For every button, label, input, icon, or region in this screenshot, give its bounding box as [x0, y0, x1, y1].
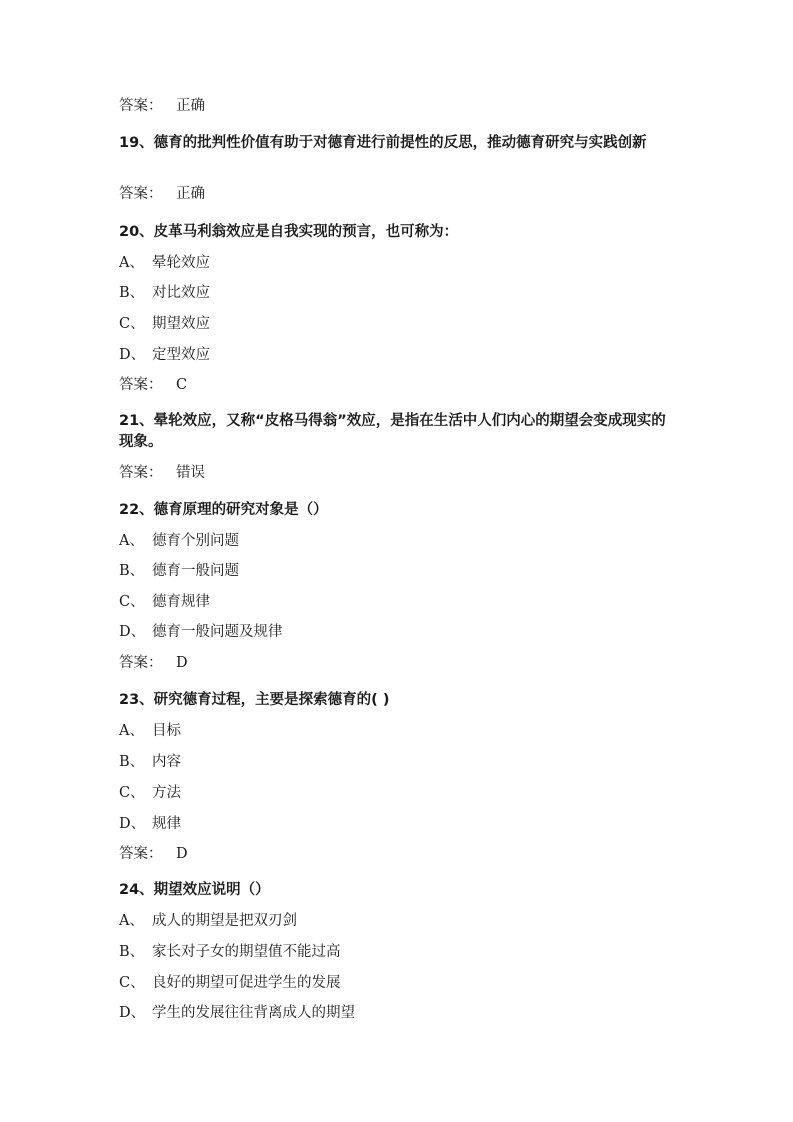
option-item [119, 314, 210, 334]
option-text: 德育一般问题 [152, 563, 239, 579]
option-text: 晕轮效应 [152, 255, 210, 271]
question-text: 20、皮革马利翁效应是自我实现的预言，也可称为： [119, 224, 459, 240]
answer-line [119, 184, 205, 204]
option-item [119, 1003, 355, 1023]
option-label: A、 [119, 913, 144, 929]
question-text: 21、晕轮效应，又称“皮格马得翁”效应，是指在生活中人们内心的期望会变成现实的现象。 [119, 413, 666, 450]
option-item [119, 752, 181, 772]
option-label: A、 [119, 533, 144, 549]
option-text: 德育规律 [152, 594, 210, 610]
option-text: 目标 [152, 723, 181, 739]
answer-value: 错误 [176, 465, 205, 481]
answer-value: 正确 [176, 186, 205, 202]
question-text: 19、德育的批判性价值有助于对德育进行前提性的反思，推动德育研究与实践创新 [119, 135, 647, 151]
answer-line [119, 375, 187, 395]
option-item [119, 531, 239, 551]
option-item [119, 973, 341, 993]
option-label: C、 [119, 785, 145, 801]
option-text: 成人的期望是把双刃剑 [152, 913, 297, 929]
option-text: 方法 [152, 785, 181, 801]
option-label: B、 [119, 285, 145, 301]
answer-value: D [176, 655, 188, 671]
option-label: D、 [119, 1005, 146, 1021]
answer-label: 答案： [119, 98, 163, 114]
option-label: A、 [119, 723, 144, 739]
option-item [119, 783, 181, 803]
option-item [119, 814, 181, 834]
option-label: D、 [119, 624, 146, 640]
option-text: 期望效应 [152, 316, 210, 332]
option-label: C、 [119, 975, 145, 991]
answer-line [119, 463, 205, 483]
answer-line [119, 96, 205, 116]
option-label: D、 [119, 347, 146, 363]
option-text: 良好的期望可促进学生的发展 [152, 975, 341, 991]
option-text: 德育个别问题 [152, 533, 239, 549]
answer-label: 答案： [119, 186, 163, 202]
answer-label: 答案： [119, 846, 163, 862]
option-label: B、 [119, 754, 145, 770]
option-label: C、 [119, 594, 145, 610]
answer-label: 答案： [119, 377, 163, 393]
option-item [119, 592, 210, 612]
question-text: 23、研究德育过程，主要是探索德育的( ) [119, 692, 390, 708]
option-item [119, 561, 239, 581]
answer-label: 答案： [119, 465, 163, 481]
option-text: 定型效应 [152, 347, 210, 363]
answer-value: C [176, 377, 188, 393]
question-text: 22、德育原理的研究对象是（） [119, 502, 328, 518]
option-label: B、 [119, 563, 145, 579]
option-item [119, 942, 341, 962]
option-text: 学生的发展往往背离成人的期望 [152, 1005, 355, 1021]
option-item [119, 622, 283, 642]
option-label: C、 [119, 316, 145, 332]
option-text: 家长对子女的期望值不能过高 [152, 944, 341, 960]
option-label: A、 [119, 255, 144, 271]
option-text: 德育一般问题及规律 [152, 624, 283, 640]
answer-value: 正确 [176, 98, 205, 114]
option-item [119, 345, 210, 365]
answer-line [119, 844, 188, 864]
answer-value: D [176, 846, 188, 862]
option-item [119, 911, 297, 931]
option-item [119, 721, 181, 741]
answer-line [119, 653, 188, 673]
option-item [119, 283, 210, 303]
option-text: 规律 [152, 816, 181, 832]
question-text: 24、期望效应说明（） [119, 882, 270, 898]
answer-label: 答案： [119, 655, 163, 671]
option-label: B、 [119, 944, 145, 960]
option-text: 内容 [152, 754, 181, 770]
option-text: 对比效应 [152, 285, 210, 301]
option-item [119, 253, 210, 273]
option-label: D、 [119, 816, 146, 832]
